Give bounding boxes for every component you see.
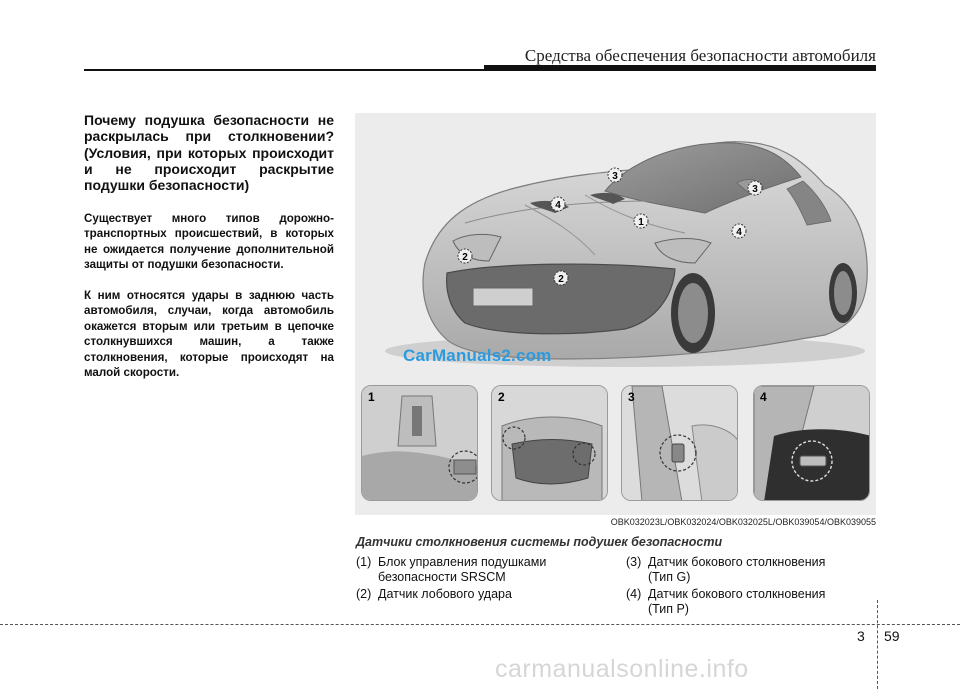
thumbnail-1 [361,385,478,501]
thumbnail-2 [491,385,608,501]
footer-rule [0,624,960,625]
front-impact-sensor-icon [492,386,608,501]
thumbnail-3 [621,385,738,501]
paragraph-1: Существует много типов дорожно-транспортных происшествий, в которых не ожидается получение дополнительной защиты от подушки безопасности. [84,212,334,272]
svg-text:3: 3 [612,171,618,182]
thumbnail-4 [753,385,870,501]
svg-text:1: 1 [638,217,644,228]
header-rule [84,69,492,71]
site-watermark: carmanualsonline.info [495,655,749,683]
callout-3-roof [608,168,622,182]
legend-item-4 [626,587,825,617]
svg-text:2: 2 [462,252,468,263]
callout-1 [634,214,648,228]
figure-caption: Датчики столкновения системы подушек безопасности [356,535,723,549]
car-illustration [355,113,876,383]
svg-text:4: 4 [555,200,561,211]
srscm-module-icon [362,386,478,501]
thumbnail-number-1: 1 [368,390,375,404]
callout-2-right [554,271,568,285]
thumbnail-number-3: 3 [628,390,635,404]
callout-3-pillar [748,181,762,195]
callout-4-side [732,224,746,238]
legend-num-4: (4) [626,587,642,601]
legend-text-1b: безопасности SRSCM [378,570,506,584]
thumbnail-number-4: 4 [760,390,767,404]
legend-item-3 [626,555,825,585]
callout-2-left [458,249,472,263]
header-bar [484,65,876,71]
callout-4-hood [551,197,565,211]
legend-text-3: Датчик бокового столкновения [648,555,826,569]
chapter-number: 3 [857,628,865,644]
page-number: 59 [884,628,900,644]
airbag-sensor-figure [355,113,876,515]
svg-text:4: 4 [736,227,742,238]
side-impact-sensor-p-icon [754,386,870,501]
legend-item-1 [356,555,546,585]
svg-text:2: 2 [558,274,564,285]
image-code: OBK032023L/OBK032024/OBK032025L/OBK039054/OBK039055 [610,517,876,527]
legend-num-3: (3) [626,555,642,569]
legend-item-2 [356,587,512,602]
paragraph-2: К ним относятся удары в заднюю часть автомобиля, случаи, когда автомобиль окажется вторым или третьим в цепочке столкнувшихся машин, а также столкновения, которые происходят на малой скорости. [84,289,334,380]
side-impact-sensor-g-icon [622,386,738,501]
watermark-overlay: CarManuals2.com [403,346,552,365]
footer-divider [877,600,878,689]
header-title: Средства обеспечения безопасности автомобиля [524,46,876,65]
legend-text-3b: (Тип G) [648,570,691,584]
thumbnail-number-2: 2 [498,390,505,404]
legend-text-4: Датчик бокового столкновения [648,587,826,601]
legend-num-1: (1) [356,555,372,569]
legend-text-4b: (Тип P) [648,602,689,616]
legend-text-2: Датчик лобового удара [378,587,512,601]
svg-text:3: 3 [752,184,758,195]
legend-text-1: Блок управления подушками [378,555,547,569]
section-heading: Почему подушка безопасности не раскрылась при столкновении? (Условия, при которых происходит и не происходит раскрытие подушки безопасности) [84,112,334,194]
legend-num-2: (2) [356,587,372,601]
